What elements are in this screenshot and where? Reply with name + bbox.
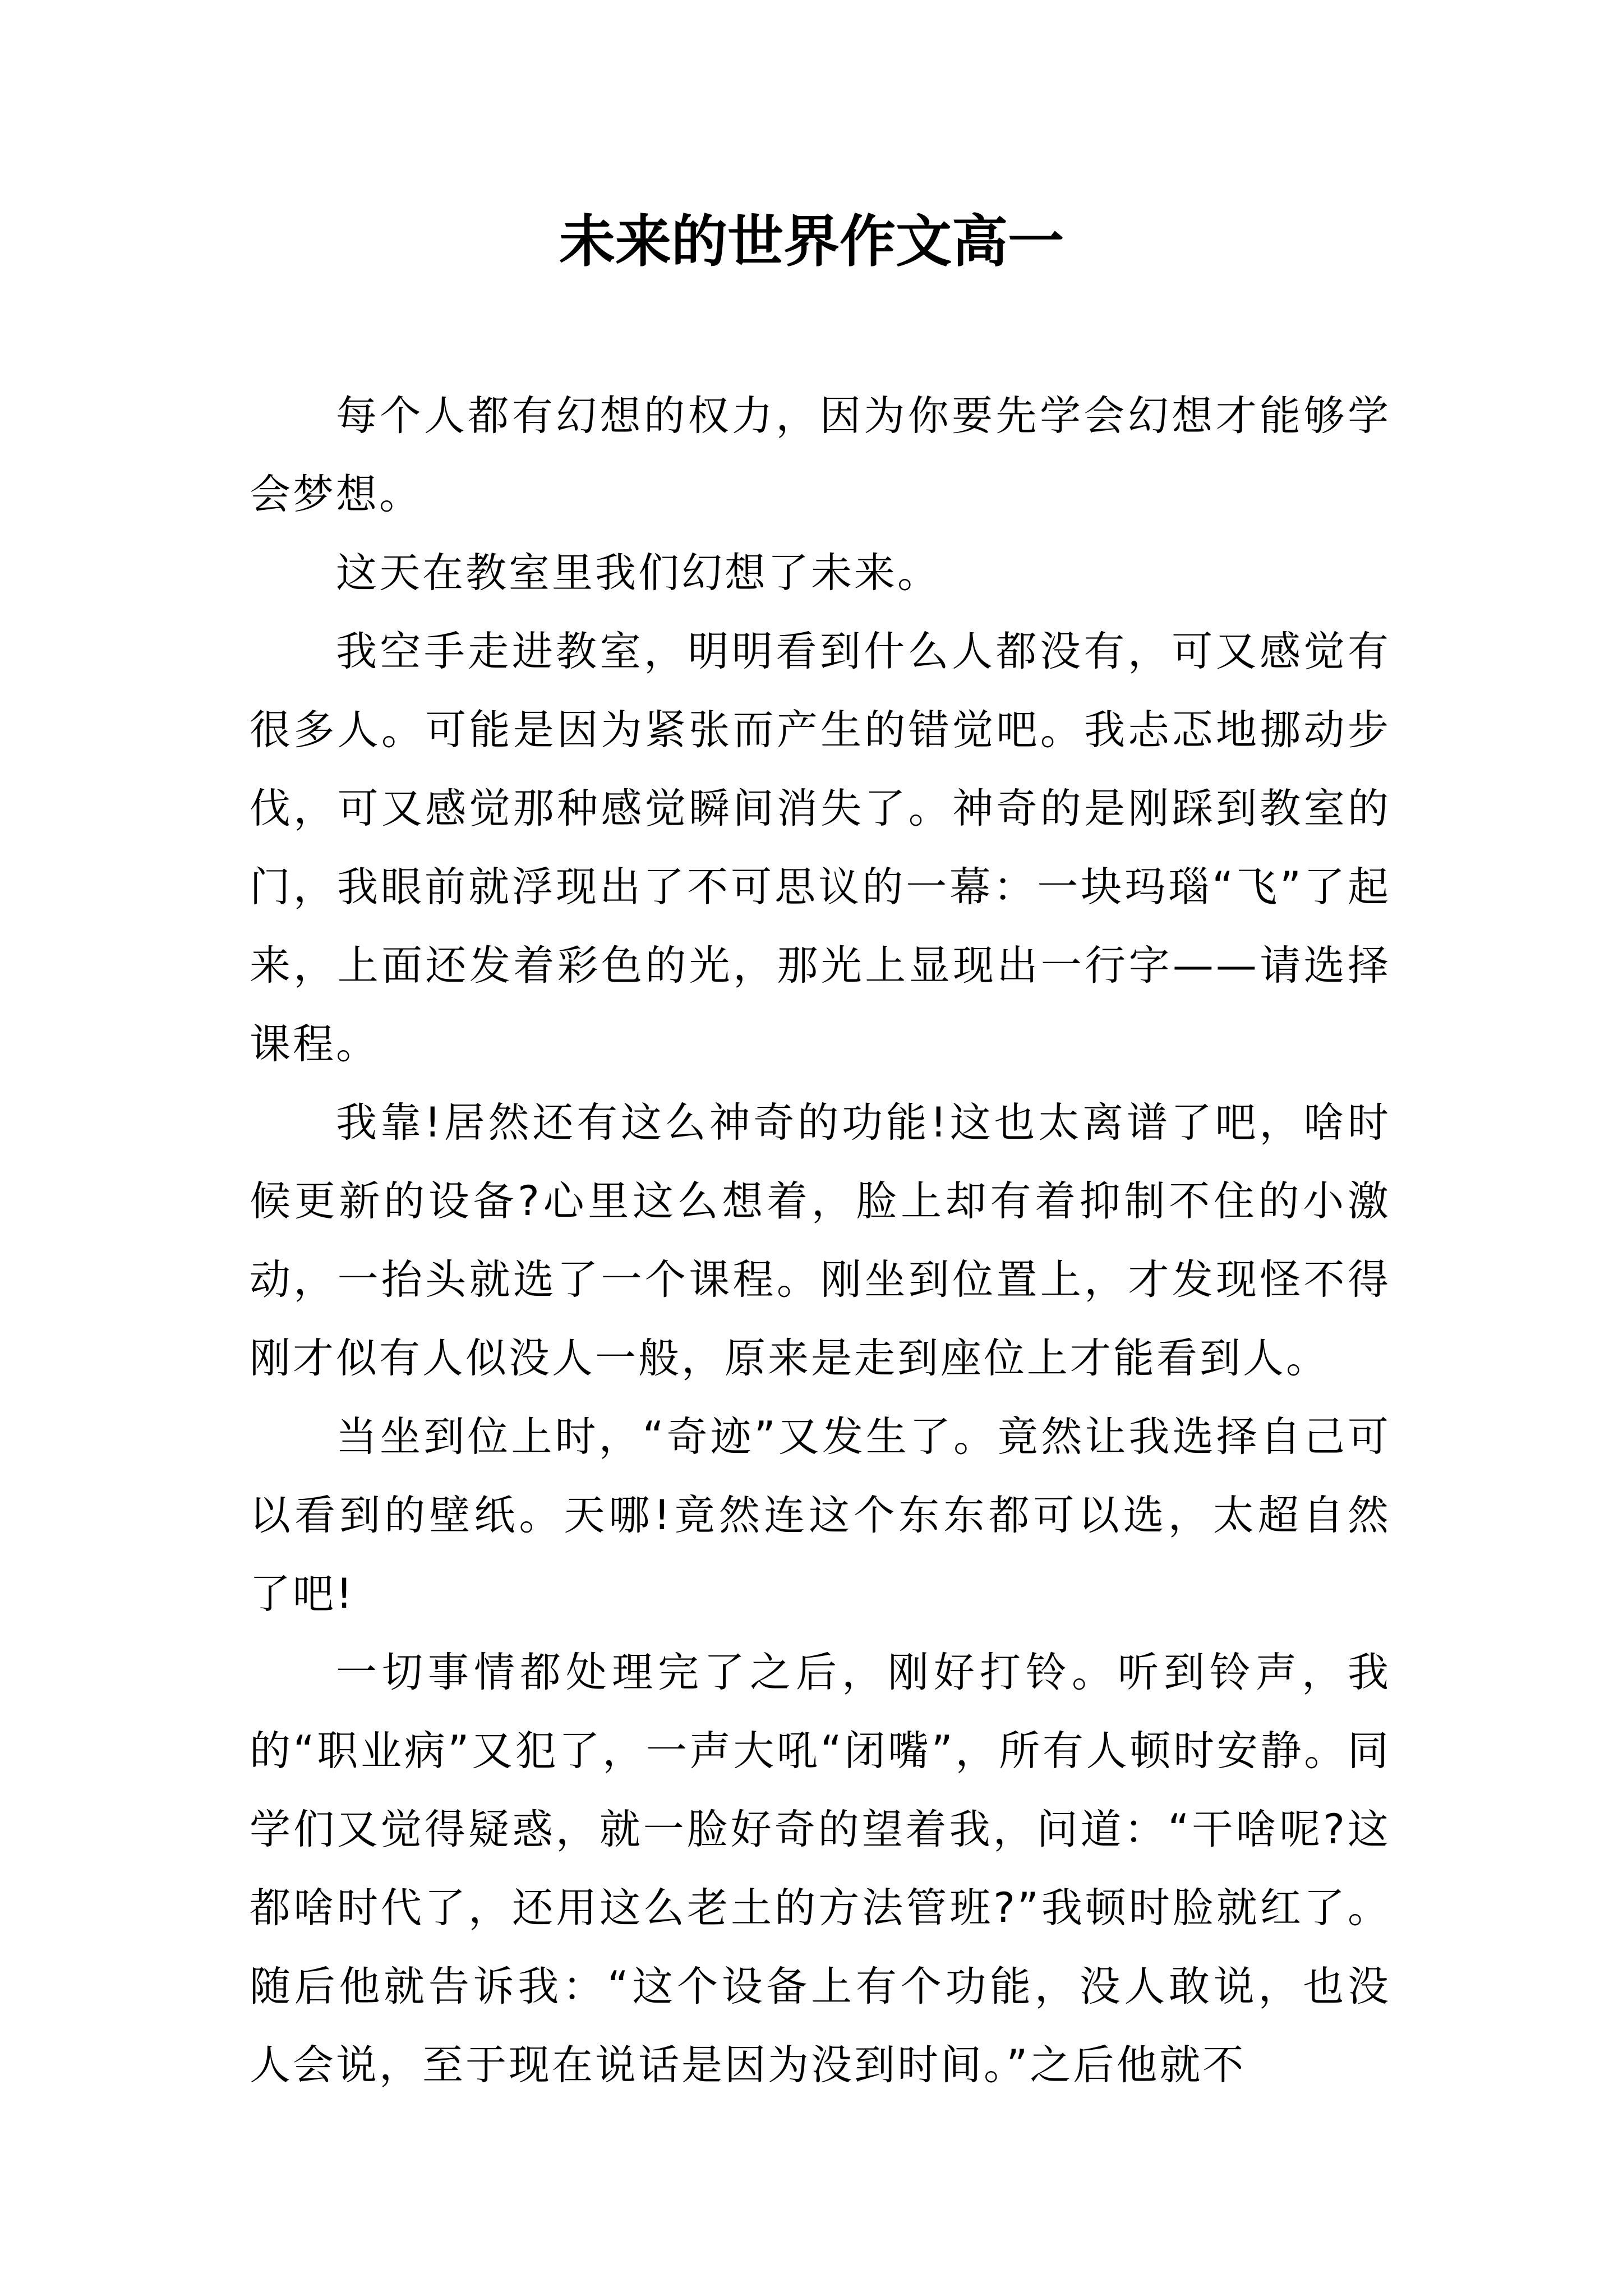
paragraph: 我靠!居然还有这么神奇的功能!这也太离谱了吧，啥时候更新的设备?心里这么想着，脸上却有着抑制不住的小激动，一抬头就选了一个课程。刚坐到位置上，才发现怪不得刚才似有人似没人一般，原来是走到座位上才能看到人。 — [250, 1099, 1391, 1382]
paragraph: 我空手走进教室，明明看到什么人都没有，可又感觉有很多人。可能是因为紧张而产生的错觉吧。我忐忑地挪动步伐，可又感觉那种感觉瞬间消失了。神奇的是刚踩到教室的门，我眼前就浮现出了不可思议的一幕：一块玛瑙“飞”了起来，上面还发着彩色的光，那光上显现出一行字——请选择课程。 — [250, 628, 1391, 1068]
paragraph: 这天在教室里我们幻想了未来。 — [336, 549, 940, 597]
paragraph: 一切事情都处理完了之后，刚好打铃。听到铃声，我的“职业病”又犯了，一声大吼“闭嘴”，所有人顿时安静。同学们又觉得疑惑，就一脸好奇的望着我，问道：“干啥呢?这都啥时代了，还用这么老土的方法管班?”我顿时脸就红了。随后他就告诉我：“这个设备上有个功能，没人敢说，也没人会说，至于现在说话是因为没到时间。”之后他就不 — [250, 1649, 1391, 2089]
document-body — [250, 377, 1391, 2105]
paragraph: 当坐到位上时，“奇迹”又发生了。竟然让我选择自己可以看到的壁纸。天哪!竟然连这个东东都可以选，太超自然了吧! — [250, 1413, 1391, 1618]
document-title: 未来的世界作文高一 — [559, 208, 1064, 274]
paragraph: 每个人都有幻想的权力，因为你要先学会幻想才能够学会梦想。 — [250, 392, 1391, 518]
